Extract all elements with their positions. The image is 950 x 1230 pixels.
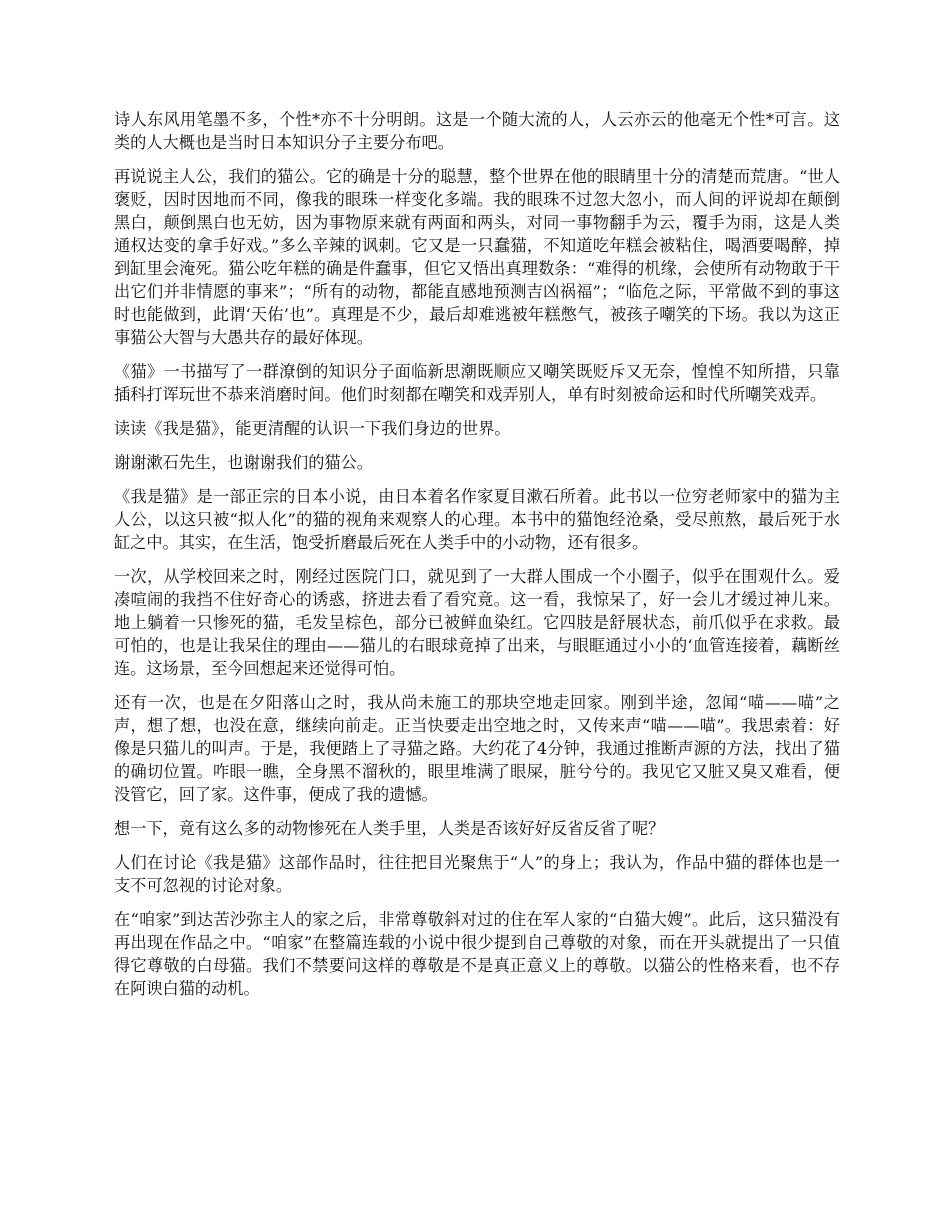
- paragraph-11: 在“咱家”到达苦沙弥主人的家之后，非常尊敬斜对过的住在军人家的“白猫大嫂”。此后，这只猫没有再出现在作品之中。“咱家”在整篇连载的小说中很少提到自己尊敬的对象，而在开头就提出了一只值得它尊敬的白母猫。我们不禁要问这样的尊敬是不是真正意义上的尊敬。以猫公的性格来看，也不存在阿谀白猫的动机。: [114, 910, 840, 998]
- paragraph-4: 读读《我是猫》，能更清醒的认识一下我们身边的世界。: [114, 419, 511, 438]
- paragraph-5: 谢谢漱石先生，也谢谢我们的猫公。: [114, 453, 373, 472]
- paragraph-10: 人们在讨论《我是猫》这部作品时，往往把目光聚焦于“人”的身上；我认为，作品中猫的群体也是一支不可忽视的讨论对象。: [114, 853, 840, 895]
- paragraph-6: 《我是猫》是一部正宗的日本小说，由日本着名作家夏目漱石所着。此书以一位穷老师家中的猫为主人公，以这只被“拟人化”的猫的视角来观察人的心理。本书中的猫饱经沧桑，受尽煎熬，最后死于水缸之中。其实，在生活，饱受折磨最后死在人类手中的小动物，还有很多。: [114, 487, 840, 552]
- paragraph-8: 还有一次，也是在夕阳落山之时，我从尚未施工的那块空地走回家。刚到半途，忽闻“喵——喵”之声，想了想，也没在意，继续向前走。正当快要走出空地之时，又传来声“喵——喵”。我思索着：好像是只猫儿的叫声。于是，我便踏上了寻猫之路。大约花了4分钟，我通过推断声源的方法，找出了猫的确切位置。咋眼一瞧，全身黑不溜秋的，眼里堆满了眼屎，脏兮兮的。我见它又脏又臭又难看，便没管它，回了家。这件事，便成了我的遗憾。: [114, 693, 840, 804]
- paragraph-1: 诗人东风用笔墨不多，个性*亦不十分明朗。这是一个随大流的人，人云亦云的他毫无个性*可言。这类的人大概也是当时日本知识分子主要分布吧。: [114, 110, 840, 152]
- paragraph-7: 一次，从学校回来之时，刚经过医院门口，就见到了一大群人围成一个小圈子，似乎在围观什么。爱凑喧闹的我挡不住好奇心的诱惑，挤进去看了看究竟。这一看，我惊呆了，好一会儿才缓过神儿来。地上躺着一只惨死的猫，毛发呈棕色，部分已被鲜血染红。它四肢是舒展状态，前爪似乎在求救。最可怕的，也是让我呆住的理由——猫儿的右眼球竟掉了出来，与眼眶通过小小的‘血管连接着，藕断丝连。这场景，至今回想起来还觉得可怕。: [114, 567, 840, 678]
- paragraph-9: 想一下，竟有这么多的动物惨死在人类手里，人类是否该好好反省反省了呢？: [114, 819, 665, 838]
- paragraph-2: 再说说主人公，我们的猫公。它的确是十分的聪慧，整个世界在他的眼睛里十分的清楚而荒唐。“世人褒贬，因时因地而不同，像我的眼珠一样变化多端。我的眼珠不过忽大忽小，而人间的评说却在颠倒黑白，颠倒黑白也无妨，因为事物原来就有两面和两头，对同一事物翻手为云，覆手为雨，这是人类通权达变的拿手好戏。”多么辛辣的讽刺。它又是一只蠢猫，不知道吃年糕会被粘住，喝酒要喝醉，掉到缸里会淹死。猫公吃年糕的确是件蠢事，但它又悟出真理数条：“难得的机缘，会使所有动物敢于干出它们并非情愿的事来”；“所有的动物，都能直感地预测吉凶祸福”；“临危之际，平常做不到的事这时也能做到，此谓‘天佑’也”。真理是不少，最后却难逃被年糕憋气，被孩子嘲笑的下场。我以为这正事猫公大智与大愚共存的最好体现。: [114, 167, 840, 347]
- paragraph-3: 《猫》一书描写了一群潦倒的知识分子面临新思潮既顺应又嘲笑既贬斥又无奈，惶惶不知所措，只靠插科打诨玩世不恭来消磨时间。他们时刻都在嘲笑和戏弄别人，单有时刻被命运和时代所嘲笑戏弄。: [114, 362, 840, 404]
